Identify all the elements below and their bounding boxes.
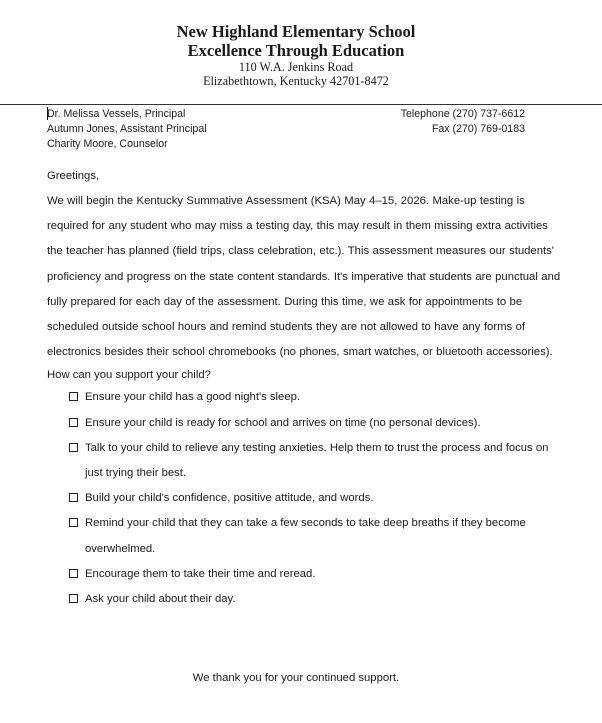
fax-number: Fax (270) 769-0183 bbox=[431, 123, 525, 135]
checkbox[interactable] bbox=[69, 443, 78, 452]
checklist-item bbox=[69, 587, 559, 612]
header-divider bbox=[0, 104, 602, 105]
checklist-item-label: Ensure your child is ready for school and arrives on time (no personal devices). bbox=[85, 416, 481, 429]
closing-line: We thank you for your continued support. bbox=[192, 672, 400, 684]
checklist-item bbox=[69, 562, 559, 587]
telephone-number: Telephone (270) 737-6612 bbox=[400, 108, 525, 120]
staff-principal: Dr. Melissa Vessels, Principal bbox=[47, 108, 186, 120]
checklist-item-label: Build your child's confidence, positive attitude, and words. bbox=[85, 492, 374, 505]
checkbox[interactable] bbox=[69, 418, 78, 427]
support-checklist bbox=[69, 385, 559, 612]
checklist-item bbox=[69, 411, 559, 436]
main-paragraph: We will begin the Kentucky Summative Assessment (KSA) May 4–15, 2026. Make-up testing is required for any student who may miss a testing day, this may result in them missing extra activities the teacher has planned (field trips, class celebration, etc.). This assessment measures our students' proficiency and progress on the state content standards. It's imperative that students are punctual and fully prepared for each day of the assessment. During this time, we ask for appointments to be scheduled outside school hours and remind students they are not allowed to have any forms of electronics besides their school chromebooks (no phones, smart watches, or bluetooth accessories). bbox=[47, 195, 561, 359]
checklist-item-label: Encourage them to take their time and reread. bbox=[85, 567, 316, 580]
street-address: 110 W.A. Jenkins Road bbox=[238, 60, 354, 74]
letterhead bbox=[0, 22, 602, 88]
school-name: New Highland Elementary School bbox=[176, 22, 416, 41]
school-motto: Excellence Through Education bbox=[187, 41, 405, 60]
checklist-item bbox=[69, 385, 559, 410]
staff-assistant-principal: Autumn Jones, Assistant Principal bbox=[47, 123, 207, 135]
letter-body bbox=[47, 167, 567, 612]
staff-counselor: Charity Moore, Counselor bbox=[47, 138, 168, 150]
contact-info bbox=[401, 107, 525, 137]
checkbox[interactable] bbox=[69, 569, 78, 578]
staff-list bbox=[47, 107, 207, 152]
checkbox[interactable] bbox=[69, 392, 78, 401]
checkbox[interactable] bbox=[69, 518, 78, 527]
greeting: Greetings, bbox=[47, 170, 100, 182]
checklist-item-label: Remind your child that they can take a few seconds to take deep breaths if they become overwhelmed. bbox=[85, 517, 526, 555]
checklist-item bbox=[69, 486, 559, 511]
city-address: Elizabethtown, Kentucky 42701-8472 bbox=[203, 74, 389, 88]
checklist-item-label: Ensure your child has a good night's sleep. bbox=[85, 391, 301, 404]
checklist-item-label: Ask your child about their day. bbox=[85, 593, 236, 606]
checkbox[interactable] bbox=[69, 594, 78, 603]
checklist-item-label: Talk to your child to relieve any testing anxieties. Help them to trust the process and focus on just trying their best. bbox=[85, 441, 549, 480]
checklist-item bbox=[69, 511, 559, 561]
checkbox[interactable] bbox=[69, 493, 78, 502]
support-question: How can you support your child? bbox=[47, 369, 211, 382]
checklist-item bbox=[69, 436, 559, 486]
